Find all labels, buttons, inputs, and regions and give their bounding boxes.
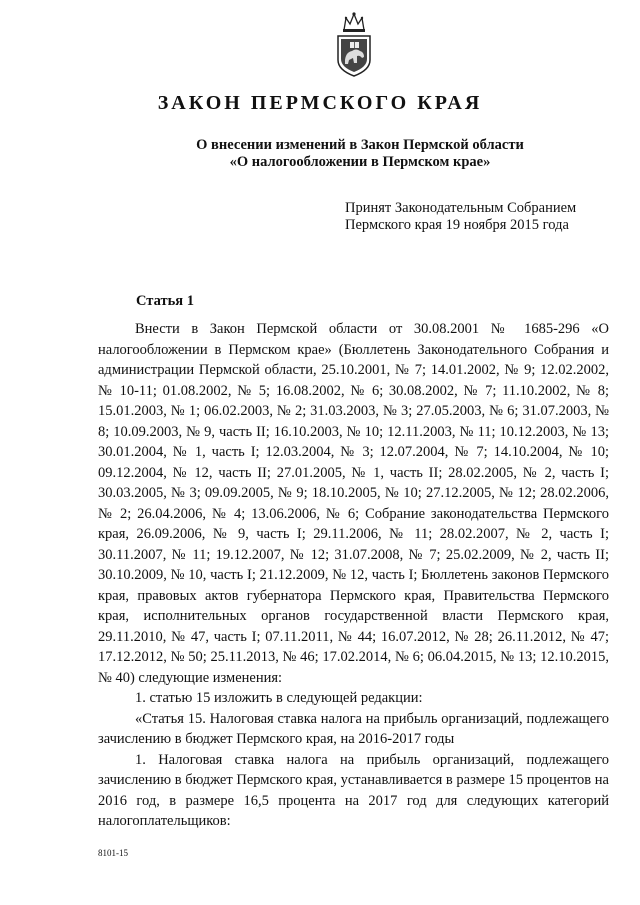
subtitle-line-1: О внесении изменений в Закон Пермской области <box>196 137 524 153</box>
paragraph-amendment-list: Внести в Закон Пермской области от 30.08.2001 № 1685-296 «О налогообложении в Пермском крае» (Бюллетень Законодательного Собрания и администрации Пермской области, 25.10.2001, № 7; 14.01.2002, № 9; 12.02.2002, № 10-11; 01.08.2002, № 5; 16.08.2002, № 6; 30.08.2002, № 7; 11.10.2002, № 8; 15.01.2003, № 1; 06.02.2003, № 2; 31.03.2003, № 3; 27.05.2003, № 6; 31.07.2003, № 8; 10.09.2003, № 9, часть II; 16.10.2003, № 10; 12.11.2003, № 11; 10.12.2003, № 13; 30.01.2004, № 1, часть I; 12.03.2004, № 3; 12.07.2004, № 7; 14.10.2004, № 10; 09.12.2004, № 12, часть II; 27.01.2005, № 1, часть II; 28.02.2005, № 2, часть I; 30.03.2005, № 3; 09.09.2005, № 9; 18.10.2005, № 10; 27.12.2005, № 12; 28.02.2006, № 2; 26.04.2006, № 4; 13.06.2006, № 6; Собрание законодательства Пермского края, 26.09.2006, № 9, часть I; 29.11.2006, № 11; 28.02.2007, № 2, часть I; 30.11.2007, № 11; 19.12.2007, № 12; 31.07.2008, № 7; 25.02.2009, № 2, часть II; 30.10.2009, № 10, часть I; 21.12.2009, № 12, часть I; Бюллетень законов Пермского края, правовых актов губернатора Пермского края, Правительства Пермского края, исполнительных органов государственной власти Пермского края, 29.11.2010, № 47, часть I; 07.11.2011, № 44; 16.07.2012, № 28; 26.11.2012, № 47; 17.12.2012, № 50; 25.11.2013, № 46; 17.02.2014, № 6; 06.04.2015, № 13; 12.10.2015, № 40) следующие изменения: <box>98 321 609 686</box>
law-title: ЗАКОН ПЕРМСКОГО КРАЯ <box>157 92 483 114</box>
paragraph-article-15-title: «Статья 15. Налоговая ставка налога на прибыль организаций, подлежащего зачислению в бюджет Пермского края, на 2016-2017 годы <box>98 710 609 747</box>
article-body <box>98 319 609 832</box>
coat-of-arms-icon <box>332 10 376 78</box>
adoption-line-1: Принят Законодательным Собранием <box>345 200 577 216</box>
subtitle-line-2: «О налогообложении в Пермском крае» <box>229 154 491 170</box>
adoption-note <box>345 200 625 234</box>
document-code: 8101-15 <box>98 848 128 858</box>
law-subtitle <box>150 137 570 171</box>
adoption-line-2: Пермского края 19 ноября 2015 года <box>345 217 569 233</box>
paragraph-item-1: 1. статью 15 изложить в следующей редакции: <box>135 690 423 706</box>
article-heading: Статья 1 <box>136 293 194 309</box>
paragraph-tax-rate: 1. Налоговая ставка налога на прибыль организаций, подлежащего зачислению в бюджет Пермского края, устанавливается в размере 15 процентов на 2016 год, в размере 16,5 процента на 2017 год для следующих категорий налогоплательщиков: <box>98 751 609 829</box>
